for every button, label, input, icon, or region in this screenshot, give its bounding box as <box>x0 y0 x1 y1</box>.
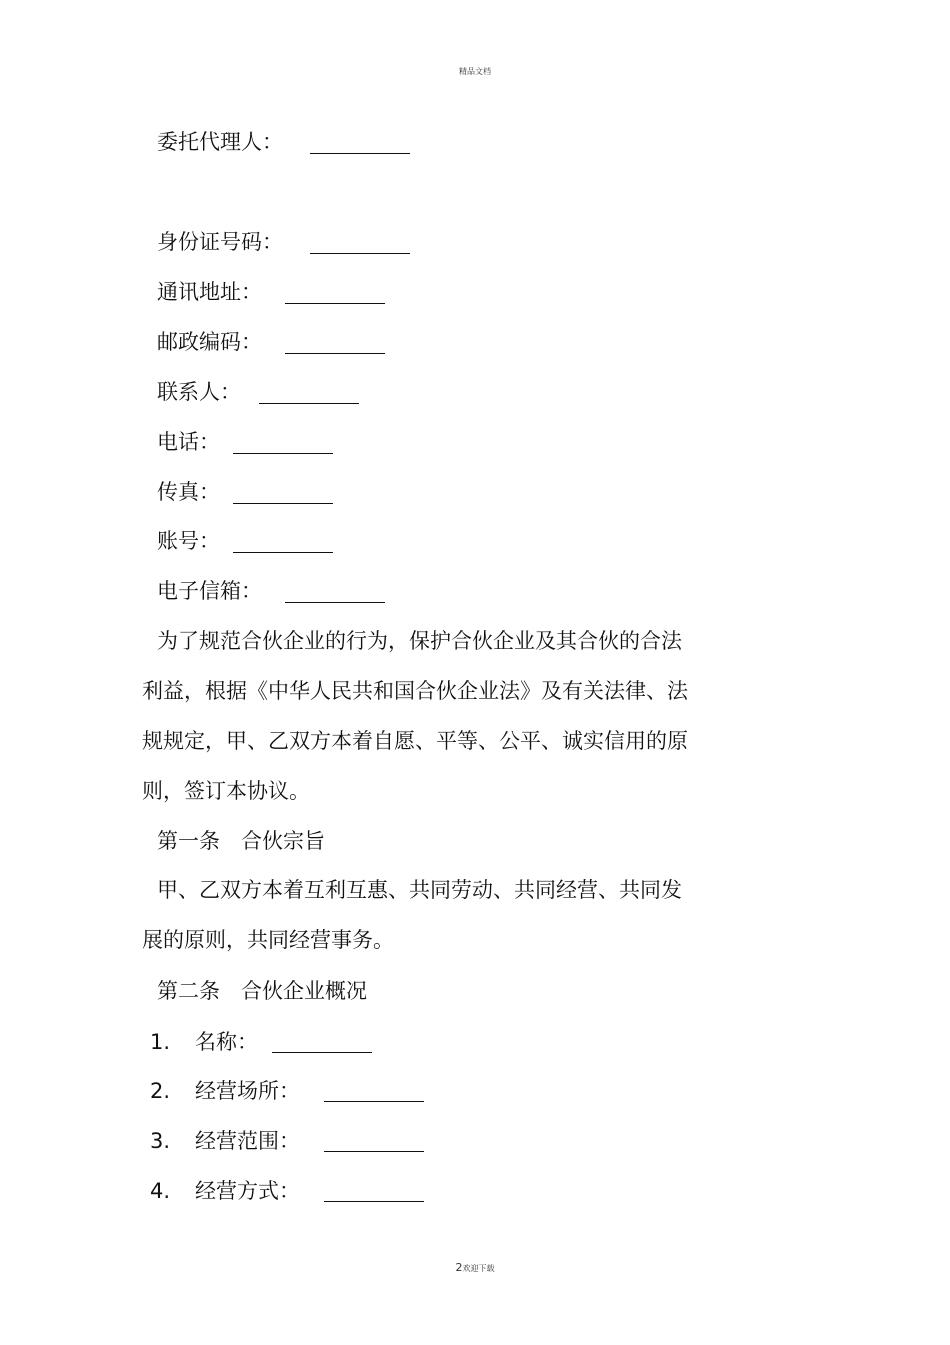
fill-blank <box>233 552 333 553</box>
list-item <box>150 1177 300 1205</box>
fill-blank <box>285 303 385 304</box>
list-label: 经营场所： <box>195 1079 300 1103</box>
field-label: 委托代理人： <box>157 130 283 154</box>
fill-blank <box>259 403 359 404</box>
page-number: 2 <box>455 1261 463 1274</box>
list-label: 经营范围： <box>195 1129 300 1153</box>
field-id-number <box>157 228 283 256</box>
paragraph-line: 规规定，甲、乙双方本着自愿、平等、公平、诚实信用的原 <box>142 729 688 753</box>
fill-blank <box>233 453 333 454</box>
article-2-title: 第二条 合伙企业概况 <box>157 979 367 1003</box>
field-label: 账号： <box>157 529 220 553</box>
article-1-body <box>142 865 762 965</box>
list-label: 经营方式： <box>195 1179 300 1203</box>
fill-blank <box>285 602 385 603</box>
field-account <box>157 527 220 555</box>
fill-blank <box>310 153 410 154</box>
list-number: 2. <box>150 1079 171 1103</box>
fill-blank <box>324 1201 424 1202</box>
list-label: 名称： <box>195 1030 258 1054</box>
field-address <box>157 278 262 306</box>
list-item <box>150 1028 258 1056</box>
paragraph-line: 则，签订本协议。 <box>142 779 310 803</box>
field-agent <box>157 128 283 156</box>
field-postcode <box>157 328 262 356</box>
field-email <box>157 577 262 605</box>
fill-blank <box>324 1151 424 1152</box>
fill-blank <box>324 1101 424 1102</box>
fill-blank <box>272 1052 372 1053</box>
field-label: 电话： <box>157 430 220 454</box>
field-label: 身份证号码： <box>157 230 283 254</box>
paragraph-line: 甲、乙双方本着互利互惠、共同劳动、共同经营、共同发 <box>157 878 682 902</box>
list-item <box>150 1077 300 1105</box>
list-item <box>150 1127 300 1155</box>
paragraph-line: 利益，根据《中华人民共和国合伙企业法》及有关法律、法 <box>142 679 688 703</box>
field-phone <box>157 428 220 456</box>
field-fax <box>157 478 220 506</box>
fill-blank <box>233 503 333 504</box>
page-header: 精品文档 <box>459 67 491 76</box>
field-contact <box>157 378 241 406</box>
field-label: 联系人： <box>157 380 241 404</box>
article-1-title: 第一条 合伙宗旨 <box>157 829 325 853</box>
paragraph-line: 展的原则，共同经营事务。 <box>142 928 394 952</box>
paragraph-line: 为了规范合伙企业的行为，保护合伙企业及其合伙的合法 <box>157 629 682 653</box>
fill-blank <box>310 253 410 254</box>
field-label: 邮政编码： <box>157 330 262 354</box>
footer-text: 欢迎下载 <box>462 1264 495 1273</box>
list-number: 3. <box>150 1129 171 1153</box>
field-label: 通讯地址： <box>157 280 262 304</box>
list-number: 1. <box>150 1030 171 1054</box>
field-label: 传真： <box>157 480 220 504</box>
intro-paragraph <box>142 616 762 816</box>
list-number: 4. <box>150 1179 171 1203</box>
field-label: 电子信箱： <box>157 579 262 603</box>
fill-blank <box>285 353 385 354</box>
page-footer <box>0 1261 950 1274</box>
